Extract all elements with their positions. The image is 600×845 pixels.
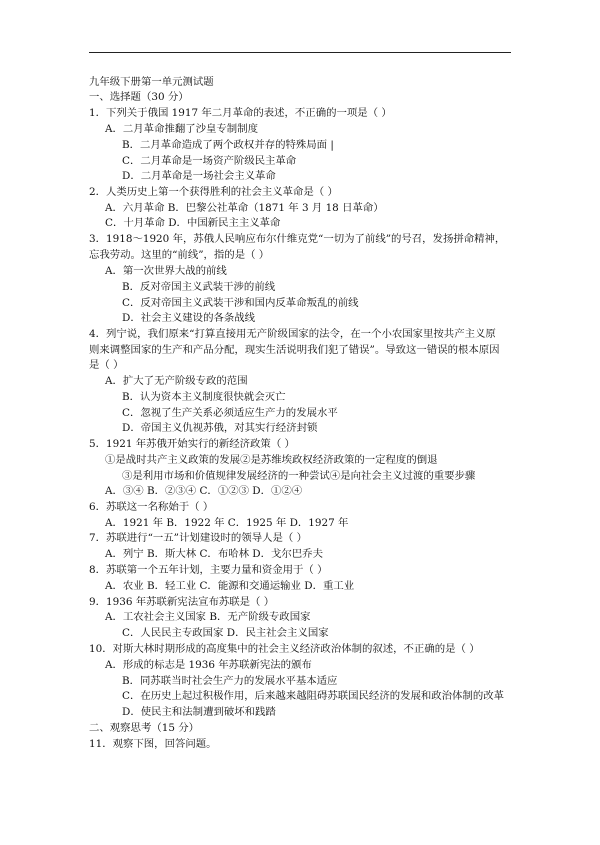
question-1-stem: 1．下列关于俄国 1917 年二月革命的表述，不正确的一项是（ ） xyxy=(89,107,392,119)
question-4-option-a: A．扩大了无产阶级专政的范围 xyxy=(105,375,248,387)
question-9-options-cd: C．人民民主专政国家 D．民主社会主义国家 xyxy=(122,627,329,639)
section-heading-observe: 二、观察思考（15 分） xyxy=(89,722,200,734)
question-5-choices: A．③④ B．②③④ C．①②③ D．①②④ xyxy=(105,485,303,497)
question-8-stem: 8．苏联第一个五年计划，主要力量和资金用于（ ） xyxy=(89,564,328,576)
document-title: 九年级下册第一单元测试题 xyxy=(89,76,214,88)
question-2-options-cd: C．十月革命 D．中国新民主主义革命 xyxy=(105,217,281,229)
question-5-stem: 5．1921 年苏俄开始实行的新经济政策（ ） xyxy=(89,438,295,450)
question-11-stem: 11．观察下图，回答问题。 xyxy=(89,738,217,750)
question-6-choices: A．1921 年 B．1922 年 C．1925 年 D．1927 年 xyxy=(105,517,349,529)
question-7-choices: A．列宁 B．斯大林 C．布哈林 D．戈尔巴乔夫 xyxy=(105,548,323,560)
question-4-option-c: C．忽视了生产关系必须适应生产力的发展水平 xyxy=(122,407,338,419)
question-9-stem: 9．1936 年苏联新宪法宣布苏联是（ ） xyxy=(89,596,275,608)
question-10-option-a: A．形成的标志是 1936 年苏联新宪法的颁布 xyxy=(105,659,312,671)
question-2-options-ab: A．六月革命 B．巴黎公社革命（1871 年 3 月 18 日革命） xyxy=(105,202,384,214)
question-5-statements-1: ①是战时共产主义政策的发展②是苏维埃政权经济政策的一定程度的倒退 xyxy=(105,454,438,466)
question-10-stem: 10．对斯大林时期形成的高度集中的社会主义经济政治体制的叙述，不正确的是（ ） xyxy=(89,643,480,655)
question-4-stem-line3: 是（ ） xyxy=(89,359,124,371)
question-8-choices: A．农业 B．轻工业 C．能源和交通运输业 D．重工业 xyxy=(105,580,355,592)
question-10-option-c: C．在历史上起过积极作用，后来越来越阻碍苏联国民经济的发展和政治体制的改革 xyxy=(122,690,505,702)
header-rule xyxy=(89,52,511,53)
question-3-option-c: C．反对帝国主义武装干涉和国内反革命叛乱的前线 xyxy=(122,297,359,309)
question-3-option-a: A．第一次世界大战的前线 xyxy=(105,265,227,277)
question-4-option-d: D．帝国主义仇视苏俄，对其实行经济封锁 xyxy=(122,422,318,434)
question-1-option-d: D．二月革命是一场社会主义革命 xyxy=(122,170,276,182)
section-heading-choice: 一、选择题（30 分） xyxy=(89,91,189,103)
question-10-option-b: B．同苏联当时社会生产力的发展水平基本适应 xyxy=(122,675,338,687)
question-6-stem: 6．苏联这一名称始于（ ） xyxy=(89,501,214,513)
question-4-stem-line2: 则来调整国家的生产和产品分配，现实生活说明我们犯了错误”。导致这一错误的根本原因 xyxy=(89,344,500,356)
question-3-stem-line1: 3．1918～1920 年，苏俄人民响应布尔什维克党“一切为了前线”的号召，发扬拼命精神， xyxy=(89,233,506,245)
question-4-option-b: B．认为资本主义制度很快就会灭亡 xyxy=(122,391,286,403)
question-2-stem: 2．人类历史上第一个获得胜利的社会主义革命是（ ） xyxy=(89,186,338,198)
question-3-option-b: B．反对帝国主义武装干涉的前线 xyxy=(122,281,276,293)
question-3-stem-line2: 忘我劳动。这里的“前线”，指的是（ ） xyxy=(89,249,270,261)
question-9-options-ab: A．工农社会主义国家 B．无产阶级专政国家 xyxy=(105,611,311,623)
question-1-option-c: C．二月革命是一场资产阶级民主革命 xyxy=(122,155,297,167)
question-3-option-d: D．社会主义建设的各条战线 xyxy=(122,312,256,324)
question-10-option-d: D．使民主和法制遭到破坏和践踏 xyxy=(122,706,276,718)
question-5-statements-2: ③是利用市场和价值规律发展经济的一种尝试④是向社会主义过渡的重要步骤 xyxy=(122,470,476,482)
question-4-stem-line1: 4．列宁说，我们原来“打算直接用无产阶级国家的法令，在一个小农国家里按共产主义原 xyxy=(89,328,496,340)
question-7-stem: 7．苏联进行“一五”计划建设时的领导人是（ ） xyxy=(89,532,307,544)
question-1-option-b: B．二月革命造成了两个政权并存的特殊局面 | xyxy=(122,139,334,151)
question-1-option-a: A．二月革命推翻了沙皇专制制度 xyxy=(105,123,258,135)
